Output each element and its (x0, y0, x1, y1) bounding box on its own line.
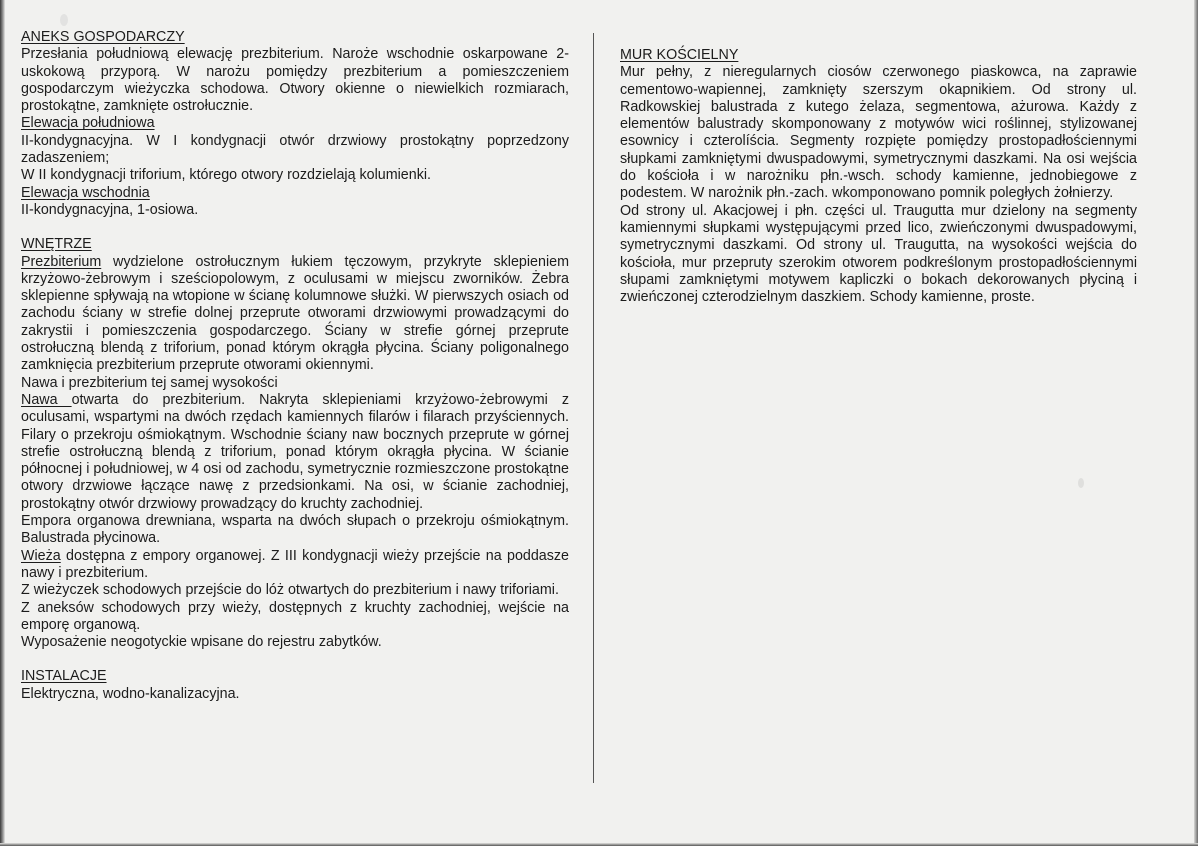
subheading-elewacja-poludniowa: Elewacja południowa (21, 115, 155, 132)
paragraph-mur-2: Od strony ul. Akacjowej i płn. części ul. Traugutta mur dzielony na segmenty kamiennymi słupkami występującymi przed lico, zwieńczonymi dwuspadowymi, symetrycznymi daszkami. Od strony ul. Traugutta, na wysokości wejścia do kościoła, mur przepruty szerokim otworem podkreślonym prostopadłościennymi słupami zamkniętymi motywem kapliczki o bokach dekorowanych płyciną i zwieńczonej czterodzielnym daszkiem. Schody kamienne, proste. (620, 202, 1137, 306)
paragraph-elewacja-poludniowa-2: W II kondygnacji triforium, którego otwory rozdzielają kolumienki. (21, 167, 432, 184)
section-heading-mur: MUR KOŚCIELNY (620, 47, 739, 63)
column-divider (593, 33, 594, 783)
paragraph-wieza (21, 548, 569, 583)
label-nawa: Nawa (21, 391, 72, 408)
paragraph-nawa-same-height: Nawa i prezbiterium tej samej wysokości (21, 374, 278, 391)
paragraph-aneks: Przesłania południową elewację prezbiterium. Naroże wschodnie oskarpowane 2-uskokową przyporą. W narożu pomiędzy prezbiterium a pomieszczeniem gospodarczym wieżyczka schodowa. Otwory okienne o niewielkich rozmiarach, prostokątne, zamknięte ostrołucznie. (21, 46, 569, 115)
text-prezbiterium: wydzielone ostrołucznym łukiem tęczowym, przykryte sklepieniem krzyżowo-żebrowym i sześciopolowym, z oculusami w miejscu zworników. Żebra sklepienne spływają na wtopione w ścianę kolumnowe służki. W pierwszych osiach od zachodu ściany w strefie dolnej przeprute otworami drzwiowymi prowadzącymi do zakrystii i pomieszczenia gospodarczego. Ściany w strefie górnej przeprute ostrołuczną blendą z triforium, ponad którym okrągła płycina. Ściany poligonalnego zamknięcia prezbiterium przeprute otworami okiennymi. (21, 253, 569, 374)
label-wieza: Wieża (21, 547, 61, 564)
subheading-elewacja-wschodnia: Elewacja wschodnia (21, 184, 150, 201)
section-heading-wnetrze: WNĘTRZE (21, 236, 92, 253)
paragraph-instalacje: Elektryczna, wodno-kanalizacyjna. (21, 685, 240, 702)
paragraph-nawa (21, 392, 569, 513)
section-heading-aneks: ANEKS GOSPODARCZY (21, 29, 185, 45)
text-wieza: dostępna z empory organowej. Z III kondygnacji wieży przejście na poddasze nawy i prezbiterium. (21, 547, 569, 581)
paragraph-empora: Empora organowa drewniana, wsparta na dwóch słupach o przekroju ośmiokątnym. Balustrada płycinowa. (21, 513, 569, 547)
right-column (620, 47, 1137, 306)
paragraph-mur-1: Mur pełny, z nieregularnych ciosów czerwonego piaskowca, na zaprawie cementowo-wapiennej, zamknięty szerszym okapnikiem. Od strony ul. Radkowskiej balustrada z kutego żelaza, segmentowa, ażurowa. Każdy z elementów balustrady skomponowany z motywów wici roślinnej, stylizowanej esownicy i czterolíścia. Segmenty rozpięte pomiędzy prostopadłościennymi słupkami zamkniętymi dwuspadowymi, symetrycznymi daszkami. Na osi wejścia do kościoła i w narożniku płn.-wsch. schody kamienne, jednobiegowe z podestem. W narożnik płn.-zach. wkomponowano pomnik poległych żołnierzy. (620, 64, 1137, 202)
scan-edge-right (1194, 0, 1198, 846)
paragraph-aneksy: Z aneksów schodowych przy wieży, dostępnych z kruchty zachodniej, wejście na emporę organową. (21, 599, 569, 633)
paragraph-elewacja-wschodnia: II-kondygnacyjna, 1-osiowa. (21, 201, 199, 218)
section-heading-instalacje: INSTALACJE (21, 668, 107, 685)
scan-edge-left (0, 0, 5, 846)
paragraph-wyposazenie: Wyposażenie neogotyckie wpisane do rejestru zabytków. (21, 634, 382, 651)
paragraph-wiezyczki: Z wieżyczek schodowych przejście do lóż otwartych do prezbiterium i nawy triforiami. (21, 582, 559, 599)
scan-speck (1078, 478, 1084, 488)
paragraph-elewacja-poludniowa-1: II-kondygnacyjna. W I kondygnacji otwór drzwiowy prostokątny poprzedzony zadaszeniem; (21, 132, 569, 167)
text-nawa: otwarta do prezbiterium. Nakryta sklepieniami krzyżowo-żebrowymi z oculusami, wspartymi na dwóch rzędach kamiennych filarów i filarach przyściennych. Filary o przekroju ośmiokątnym. Wschodnie ściany naw bocznych przeprute w górnej strefie ostrołuczną blendą z triforium, ponad którym okrągła płycina. W ścianie północnej i południowej, w 4 osi od zachodu, symetrycznie rozmieszczone prostokątne otwory drzwiowe łączące nawę z przedsionkami. Na osi, w ścianie zachodniej, prostokątny otwór drzwiowy prowadzący do kruchty zachodniej. (21, 391, 569, 512)
label-prezbiterium: Prezbiterium (21, 253, 102, 270)
scan-speck (60, 14, 68, 26)
paragraph-prezbiterium (21, 254, 569, 375)
left-column (21, 29, 569, 703)
